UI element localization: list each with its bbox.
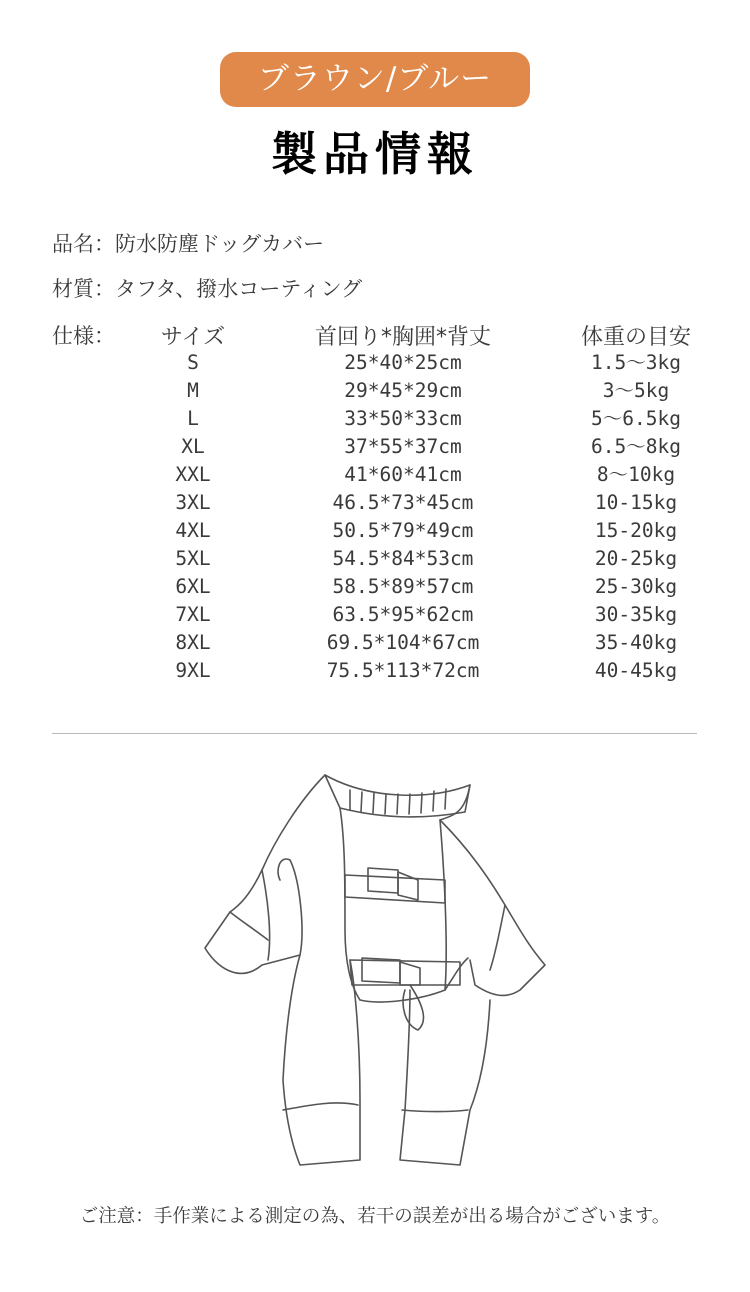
cell-weight: 20-25kg [594, 547, 678, 570]
cell-measurements: 46.5*73*45cm [332, 491, 474, 514]
cell-weight: 8～10kg [596, 463, 676, 486]
disclaimer-note: ご注意：手作業による測定の為、若干の誤差が出る場合がございます。 [79, 1206, 671, 1227]
spec-label: 仕様： [52, 324, 115, 348]
cell-size: M [187, 379, 199, 402]
cell-measurements: 41*60*41cm [344, 463, 462, 486]
cell-weight: 6.5～8kg [591, 435, 681, 458]
product-name: 品名：防水防塵ドッグカバー [52, 232, 325, 256]
cell-measurements: 25*40*25cm [344, 351, 462, 374]
cell-size: 5XL [175, 547, 211, 570]
material: 材質：タフタ、撥水コーティング [52, 277, 363, 301]
cell-size: XL [181, 435, 205, 458]
cell-weight: 3～5kg [602, 379, 670, 402]
cell-size: L [187, 407, 199, 430]
cell-size: XXL [175, 463, 211, 486]
cell-measurements: 63.5*95*62cm [332, 603, 474, 626]
header-size: サイズ [160, 325, 226, 350]
header-measurements: 首回り*胸囲*背丈 [314, 325, 491, 350]
cell-measurements: 37*55*37cm [344, 435, 462, 458]
cell-weight: 25-30kg [594, 575, 678, 598]
cell-measurements: 69.5*104*67cm [326, 631, 480, 654]
dog-raincoat-illustration [190, 765, 560, 1179]
cell-weight: 1.5～3kg [591, 351, 681, 374]
cell-measurements: 29*45*29cm [344, 379, 462, 402]
cell-measurements: 54.5*84*53cm [332, 547, 474, 570]
cell-measurements: 75.5*113*72cm [326, 659, 480, 682]
cell-weight: 30-35kg [594, 603, 678, 626]
cell-size: S [187, 351, 199, 374]
cell-weight: 35-40kg [594, 631, 678, 654]
cell-measurements: 50.5*79*49cm [332, 519, 474, 542]
cell-size: 4XL [175, 519, 211, 542]
cell-measurements: 33*50*33cm [344, 407, 462, 430]
cell-measurements: 58.5*89*57cm [332, 575, 474, 598]
color-badge: ブラウン/ブルー [220, 52, 530, 107]
cell-size: 3XL [175, 491, 211, 514]
cell-weight: 10-15kg [594, 491, 678, 514]
cell-weight: 40-45kg [594, 659, 678, 682]
cell-weight: 15-20kg [594, 519, 678, 542]
cell-size: 7XL [175, 603, 211, 626]
cell-size: 8XL [175, 631, 211, 654]
cell-size: 6XL [175, 575, 211, 598]
divider [52, 733, 697, 734]
cell-size: 9XL [175, 659, 211, 682]
cell-weight: 5～6.5kg [591, 407, 681, 430]
header-weight: 体重の目安 [580, 325, 691, 350]
page-title: 製品情報 [271, 127, 479, 181]
